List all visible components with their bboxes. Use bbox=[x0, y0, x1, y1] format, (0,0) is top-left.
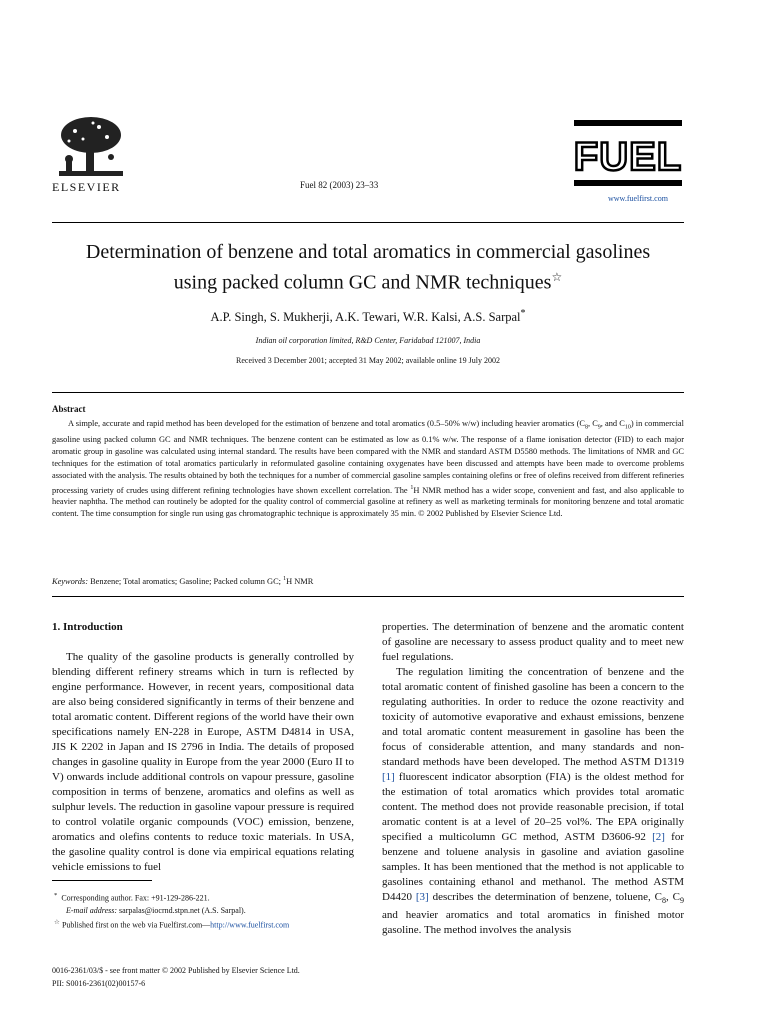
keywords-label: Keywords: bbox=[52, 576, 88, 586]
pii-line: PII: S0016-2361(02)00157-6 bbox=[52, 979, 146, 988]
journal-url-link[interactable]: www.fuelfirst.com bbox=[608, 194, 668, 203]
author-list bbox=[52, 308, 684, 325]
fuel-journal-logo bbox=[572, 118, 684, 188]
title-footnote-mark[interactable]: ☆ bbox=[551, 270, 563, 284]
title-line-2: using packed column GC and NMR techniques bbox=[173, 271, 552, 294]
footnotes bbox=[52, 890, 354, 931]
citation-link[interactable]: [2] bbox=[652, 831, 665, 843]
citation-link[interactable]: [3] bbox=[415, 891, 429, 903]
journal-reference: Fuel 82 (2003) 23–33 bbox=[300, 180, 379, 190]
keywords: Keywords: Benzene; Total aromatics; Gasoline; Packed column GC; $^1$H NMR bbox=[52, 576, 314, 586]
title-line-1: Determination of benzene and total aromatics in commercial gasolines bbox=[85, 241, 651, 263]
copyright-block bbox=[52, 964, 300, 990]
intro-right-column bbox=[382, 620, 684, 938]
footnote-email: E-mail address: sarpalas@iocrnd.stpn.net (A.S. Sarpal). bbox=[66, 905, 246, 915]
received-dates: Received 3 December 2001; accepted 31 May 2002; available online 19 July 2002 bbox=[236, 356, 500, 365]
copyright-line: 0016-2361/03/$ - see front matter © 2002 Published by Elsevier Science Ltd. bbox=[52, 966, 300, 975]
citation-link[interactable]: [1] bbox=[382, 771, 395, 783]
fuelfirst-link[interactable]: http://www.fuelfirst.com bbox=[210, 920, 290, 930]
svg-text:FUEL: FUEL bbox=[573, 135, 683, 179]
affiliation: Indian oil corporation limited, R&D Center, Faridabad 121007, India bbox=[255, 336, 481, 345]
publisher-name: ELSEVIER bbox=[52, 180, 121, 194]
abstract-body: A simple, accurate and rapid method has been developed for the estimation of benzene and total aromatics (0.5–50% w/w) including heavier aromatics ($C_8$, $C_9$, and $C_{10}$) in commercial gasoline using packed column GC and NMR techniques. The benzene content can be estimated as low as 0.1% w/w. The response of a flame ionisation detector (FID) to each major aromatic group in gasoline was calculated using internal standard. The results have been compared with the NMR and standard ASTM D5580 methods. The limitations of NMR and GC techniques for the estimation of total aromatics particularly in reformulated gasoline containing oxygenates have been discussed and attempts have been made to overcome problems associated with the analysis. The results obtained by both the techniques for a number of commercial gasoline samples containing olefins or free of olefins received from different refineries processing variety of crudes using different refining technologies have shown excellent correlation. The $^1$H NMR method has a wider scope, convenient and fast, and also applicable to heavier naphtha. The method can routinely be adopted for the quality control of commercial gasoline at refinery as well as marketing terminals for monitoring benzene and total aromatic content. The time consumption for single run using gas chromatographic technique is approximately 35 min. © 2002 Published by Elsevier Science Ltd. bbox=[52, 419, 684, 519]
header-rule bbox=[52, 222, 684, 223]
abstract-bottom-rule bbox=[52, 596, 684, 597]
paragraph: properties. The determination of benzene and the aromatic content of gasoline are necessary to assess product quality and to meet new fuel regulations. bbox=[382, 621, 684, 663]
abstract-heading: Abstract bbox=[52, 404, 86, 414]
section-heading-introduction: 1. Introduction bbox=[52, 621, 123, 633]
elsevier-tree-logo bbox=[55, 115, 127, 179]
footnote-published: ☆ Published first on the web via Fuelfirst.com—http://www.fuelfirst.com bbox=[54, 918, 290, 930]
footnote-rule bbox=[52, 880, 152, 881]
abstract-top-rule bbox=[52, 392, 684, 393]
footnote-corresponding: * Corresponding author. Fax: +91-129-286-221. bbox=[54, 892, 210, 903]
intro-left-column: The quality of the gasoline products is generally controlled by blending different refinery streams which in turn is reflected by engine performance. However, in recent years, compositional data are also being considered significantly in terms of their benzene and total aromatic content. Different regions of the world have their own specifications namely EN-228 in Europe, ASTM D4814 in USA, JIS K 2202 in Japan and IS 2796 in India. The details of proposed changes in gasoline quality in Europe from the year 2000 (Euro II to V) onwards include additional controls on vapour pressure, gasoline composition in terms of benzene, aromatics and olefins as well as sulphur levels. The reduction in gasoline vapour pressure is required to control volatile organic compounds (VOC) emission, benzene, aromatics and olefins contents to reduce toxic materials. In USA, the gasoline quality control is done via empirical equations relating vehicle emissions to fuel bbox=[52, 651, 354, 873]
article-title bbox=[52, 240, 684, 296]
paragraph: The regulation limiting the concentration of benzene and the total aromatic content of finished gasoline has been a concern to the regulating authorities. In order to reduce the ozone reactivity and toxicity of automotive evaporative and exhaust emissions, benzene and total aromatic content measurement in gasoline has been the focus of considerable attention, and many standards and non-standard methods have been developed. The method ASTM D1319 [1] fluorescent indicator absorption (FIA) is the oldest method for the estimation of total aromatics which provides total aromatic content. The method does not provide reasonable precision, if total aromatic content is at a level of 20–25 vol%. The EPA originally specified a multicolumn GC method, ASTM D3606-92 [2] for benzene and toluene analysis in gasoline and aviation gasoline samples. It has been mentioned that the method is not applicable to gasolines containing ethanol and methanol. The method ASTM D4420 [3] describes the determination of benzene, toluene, $C_8$, $C_9$ and heavier aromatics and total aromatics in finished motor gasoline. The method involves the analysis bbox=[382, 666, 684, 937]
author-footnote-mark[interactable]: * bbox=[520, 308, 526, 319]
authors-text: A.P. Singh, S. Mukherji, A.K. Tewari, W.R. Kalsi, A.S. Sarpal bbox=[210, 310, 521, 325]
